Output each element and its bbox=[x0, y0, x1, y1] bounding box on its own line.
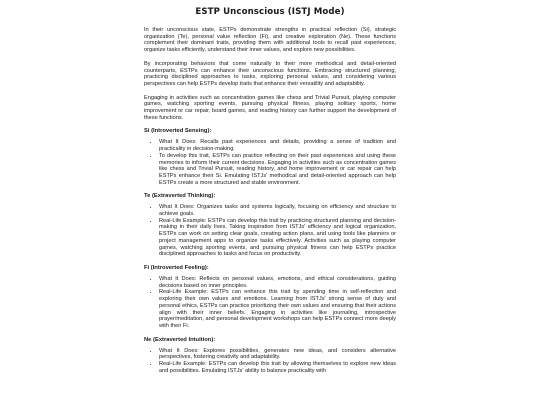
list-item: • Real-Life Example: ESTPs can develop this trait by allowing themselves to explore new ideas and possibilities. Emulating ISTJs' ability to balance practicality with bbox=[159, 361, 396, 374]
section-heading-si: Si (Introverted Sensing): bbox=[144, 128, 212, 135]
list-item: • To develop this trait, ESTPs can practice reflecting on their past experiences and using these memories to inform their current decisions. Engaging in activities such as concentration games like chess and Trivial Pursuit, reading history, and home improvement or car repair can help ESTPs enhance their Si. Emulating ISTJs' methodical and detail-oriented approach can help ESTPs create a more structured and stable environment. bbox=[159, 153, 396, 187]
section-heading-fi: Fi (Introverted Feeling): bbox=[144, 264, 209, 271]
list-item: • Real-Life Example: ESTPs can develop this trait by practicing structured planning and decision-making in their daily lives. Taking inspiration from ISTJs' efficiency and logical organization, ESTPs can work on setting clear goals, creating action plans, and using tools like planners or project management apps to organize tasks effectively. Activities such as playing computer games, watching sporting events, and pursuing physical fitness can help ESTPs practice disciplined approaches to tasks and focus on productivity. bbox=[159, 218, 396, 258]
list-item: • What It Does: Reflects on personal values, emotions, and ethical considerations, guiding decisions based on inner principles. bbox=[159, 276, 396, 289]
intro-paragraph-2: By incorporating behaviors that come naturally to their more methodical and detail-oriented counterparts, ESTPs can enhance their unconscious functions. Embracing structured planning, practicing disciplined approaches to tasks, exploring personal values, and considering various perspectives can help ESTPs develop traits that enhance their versatility and adaptability. bbox=[144, 60, 396, 87]
list-item: • What It Does: Organizes tasks and systems logically, focusing on efficiency and structure to achieve goals. bbox=[159, 204, 396, 217]
page-title: ESTP Unconscious (ISTJ Mode) bbox=[195, 7, 345, 17]
section-list-te bbox=[144, 204, 396, 258]
list-item: • What It Does: Recalls past experiences and details, providing a sense of tradition and practicality in decision-making. bbox=[159, 139, 396, 152]
list-item: • What It Does: Explores possibilities, generates new ideas, and considers alternative perspectives, fostering creativity and adaptability. bbox=[159, 348, 396, 361]
intro-paragraph-1: In their unconscious state, ESTPs demonstrate strengths in practical reflection (Si), strategic organization (Te), personal value reflection (Fi), and creative exploration (Ne). These functions complement their dominant traits, providing them with additional tools to recall past experiences, organize tasks efficiently, understand their inner values, and explore new possibilities. bbox=[144, 27, 396, 54]
section-heading-te: Te (Extraverted Thinking): bbox=[144, 193, 216, 200]
section-list-si bbox=[144, 139, 396, 186]
section-list-fi bbox=[144, 276, 396, 330]
intro-paragraph-3: Engaging in activities such as concentration games like chess and Trivial Pursuit, playing computer games, watching sporting events, pursuing physical fitness, playing solitary sports, home improvement or car repair, board games, and reading history can further support the development of these functions. bbox=[144, 94, 396, 121]
document bbox=[144, 7, 396, 381]
section-list-ne bbox=[144, 348, 396, 375]
section-heading-ne: Ne (Extraverted Intuition): bbox=[144, 336, 216, 343]
list-item: • Real-Life Example: ESTPs can enhance this trait by spending time in self-reflection and exploring their own values and emotions. Learning from ISTJs' strong sense of duty and personal ethics, ESTPs can practice prioritizing their own values and ensuring that their actions align with their inner beliefs. Engaging in activities like journaling, introspective prayer/meditation, and personal development workshops can help ESTPs connect more deeply with their Fi. bbox=[159, 289, 396, 329]
